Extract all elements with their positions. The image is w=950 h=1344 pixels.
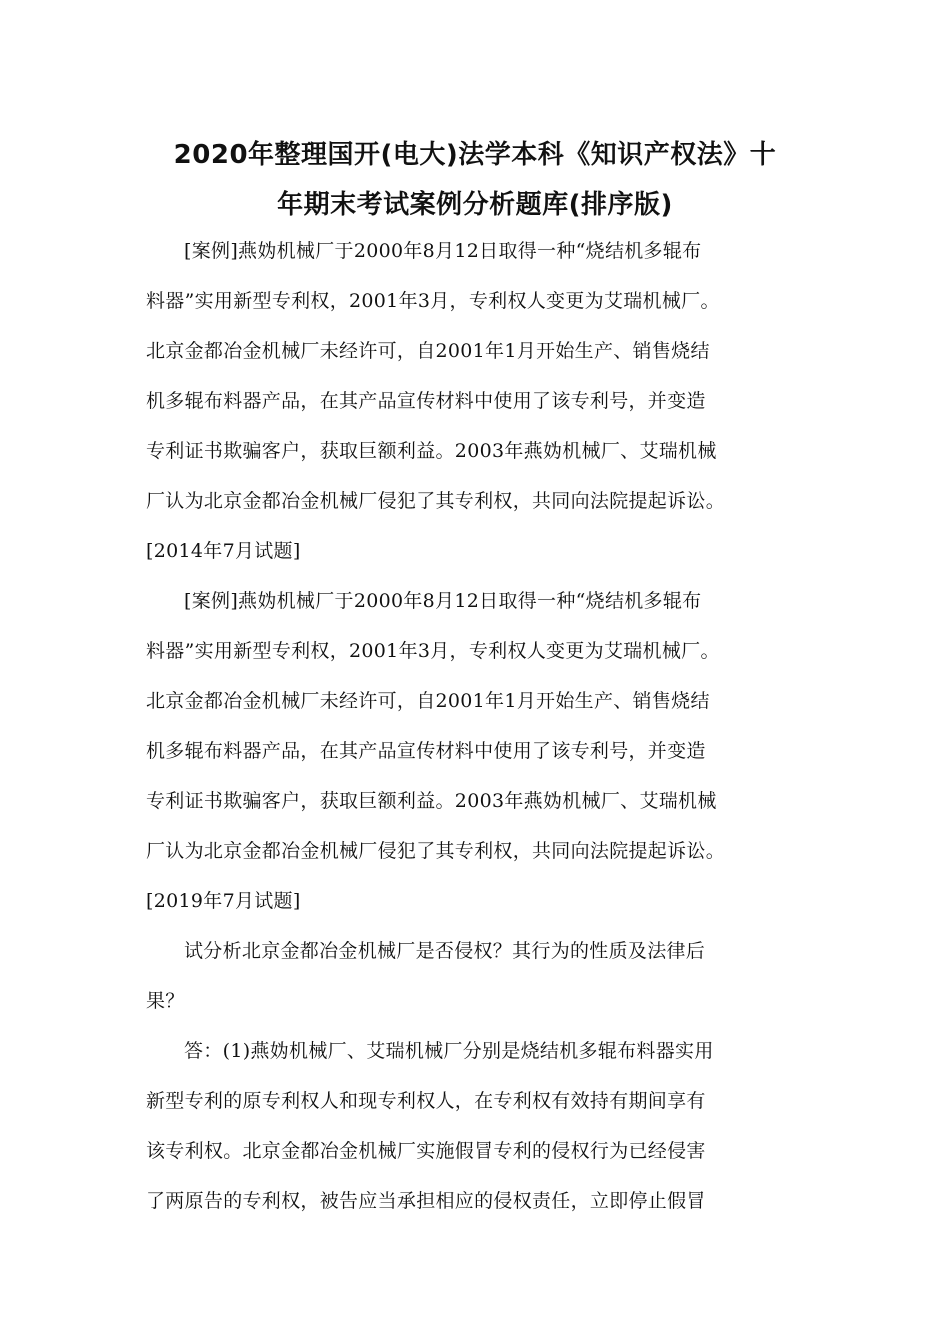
text-line: 果？	[146, 990, 185, 1012]
text-line: 机多辊布料器产品，在其产品宣传材料中使用了该专利号，并变造	[146, 740, 706, 762]
document-body	[146, 234, 816, 1234]
paragraph-answer	[146, 1034, 816, 1234]
text-line: 北京金都冶金机械厂未经许可，自2001年1月开始生产、销售烧结	[146, 690, 710, 712]
text-line: [2019年7月试题]	[146, 890, 301, 912]
text-line: 专利证书欺骗客户，获取巨额利益。2003年燕妫机械厂、艾瑞机械	[146, 440, 717, 462]
paragraph-question	[146, 934, 816, 1034]
paragraph-case-1	[146, 234, 816, 584]
paragraph-case-2	[146, 584, 816, 934]
text-line: 料器”实用新型专利权，2001年3月，专利权人变更为艾瑞机械厂。	[146, 640, 720, 662]
text-line: [案例]燕妫机械厂于2000年8月12日取得一种“烧结机多辊布	[184, 590, 702, 612]
text-line: 了两原告的专利权，被告应当承担相应的侵权责任，立即停止假冒	[146, 1190, 706, 1212]
text-line: 试分析北京金都冶金机械厂是否侵权？其行为的性质及法律后	[184, 940, 706, 962]
title-line-2: 年期末考试案例分析题库(排序版)	[277, 190, 673, 220]
text-line: 专利证书欺骗客户，获取巨额利益。2003年燕妫机械厂、艾瑞机械	[146, 790, 717, 812]
title-line-1: 2020年整理国开(电大)法学本科《知识产权法》十	[173, 140, 777, 170]
text-line: 新型专利的原专利权人和现专利权人，在专利权有效持有期间享有	[146, 1090, 706, 1112]
text-line: [2014年7月试题]	[146, 540, 301, 562]
text-line: 该专利权。北京金都冶金机械厂实施假冒专利的侵权行为已经侵害	[146, 1140, 706, 1162]
text-line: 厂认为北京金都冶金机械厂侵犯了其专利权，共同向法院提起诉讼。	[146, 490, 726, 512]
text-line: 北京金都冶金机械厂未经许可，自2001年1月开始生产、销售烧结	[146, 340, 710, 362]
text-line: 机多辊布料器产品，在其产品宣传材料中使用了该专利号，并变造	[146, 390, 706, 412]
document-title	[100, 130, 850, 230]
text-line: 厂认为北京金都冶金机械厂侵犯了其专利权，共同向法院提起诉讼。	[146, 840, 726, 862]
text-line: 料器”实用新型专利权，2001年3月，专利权人变更为艾瑞机械厂。	[146, 290, 720, 312]
text-line: [案例]燕妫机械厂于2000年8月12日取得一种“烧结机多辊布	[184, 240, 702, 262]
text-line: 答：(1)燕妫机械厂、艾瑞机械厂分别是烧结机多辊布料器实用	[184, 1040, 714, 1062]
